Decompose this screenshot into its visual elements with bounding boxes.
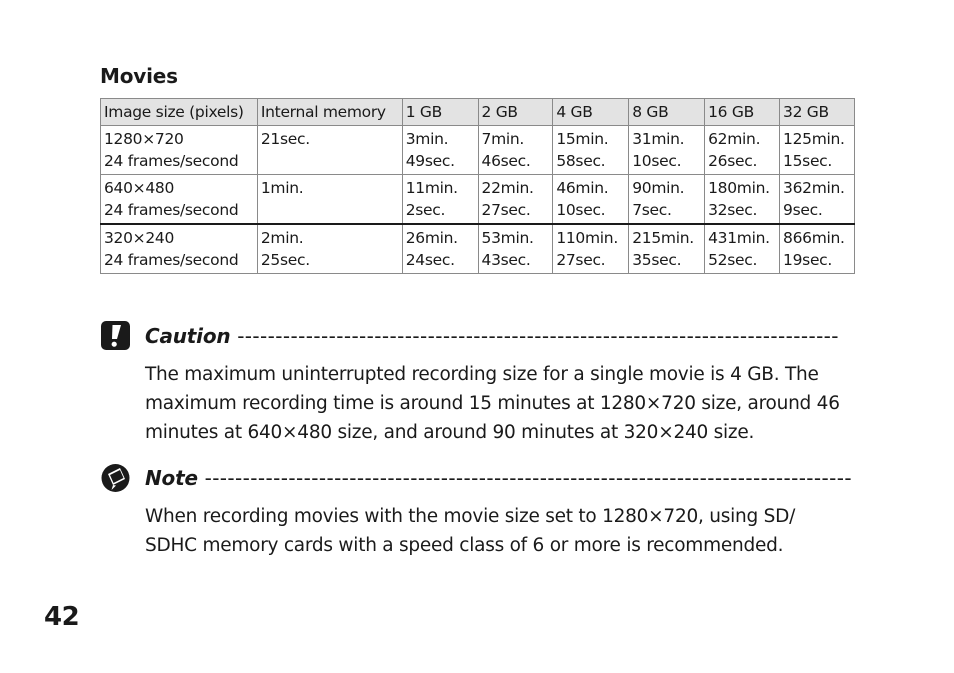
cell-line: 52sec. [708,251,758,269]
cell-line: 90min. [632,179,685,197]
table-cell [629,175,705,225]
note-heading-text: Note [145,466,198,490]
cell-line: 62min. [708,130,761,148]
column-header-32gb: 32 GB [780,99,855,126]
cell-size: 1280×720 [104,130,184,148]
movie-recording-time-table [100,98,855,274]
table-row [101,126,855,175]
table-cell [705,224,780,274]
note-line: When recording movies with the movie size set to 1280×720, using SD/ [145,506,796,527]
cell-line: 15sec. [783,152,833,170]
cell-line: 15min. [556,130,609,148]
cell-line: 32sec. [708,201,758,219]
note-line: SDHC memory cards with a speed class of 6 or more is recommended. [145,535,784,556]
cell-line: 10sec. [556,201,606,219]
table-row [101,175,855,225]
cell-line: 26min. [405,229,458,247]
cell-line: 7min. [481,130,525,148]
cell-line: 431min. [708,229,770,247]
note-heading [145,466,855,490]
cell-line: 1min. [260,179,304,197]
column-header-4gb: 4 GB [553,99,629,126]
table-cell [478,175,553,225]
section-title-movies: Movies [100,64,178,88]
table-header-row [101,99,855,126]
cell-frame-rate: 24 frames/second [104,251,239,269]
caution-heading-rule: ------------------------------------------------------------------------------- [237,324,839,348]
table-cell [705,175,780,225]
cell-line: 2min. [260,229,304,247]
table-cell [402,224,478,274]
caution-line: minutes at 640×480 size, and around 90 minutes at 320×240 size. [145,422,755,443]
caution-block [100,320,860,450]
cell-size: 320×240 [104,229,175,247]
note-block [100,462,860,572]
column-header-8gb: 8 GB [629,99,705,126]
cell-line: 53min. [481,229,534,247]
table-cell [478,126,553,175]
page-number: 42 [44,602,80,632]
cell-line: 10sec. [632,152,682,170]
cell-line: 27sec. [556,251,606,269]
cell-line: 19sec. [783,251,833,269]
table-row [101,224,855,274]
cell-line: 110min. [556,229,618,247]
table-cell-image-size [101,224,258,274]
cell-line: 3min. [405,130,449,148]
cell-line: 25sec. [260,251,310,269]
column-header-image-size: Image size (pixels) [101,99,258,126]
cell-line: 58sec. [556,152,606,170]
cell-frame-rate: 24 frames/second [104,201,239,219]
table-cell [257,224,402,274]
cell-line: 362min. [783,179,845,197]
table-cell [780,126,855,175]
table-cell [780,175,855,225]
column-header-internal-memory: Internal memory [257,99,402,126]
cell-line: 49sec. [405,152,455,170]
caution-heading-text: Caution [145,324,231,348]
cell-line: 26sec. [708,152,758,170]
cell-line: 46sec. [481,152,531,170]
table-cell [402,175,478,225]
table-cell-image-size [101,126,258,175]
table-cell [553,175,629,225]
cell-frame-rate: 24 frames/second [104,152,239,170]
caution-line: maximum recording time is around 15 minutes at 1280×720 size, around 46 [145,393,840,414]
note-icon [100,462,131,493]
table-cell [553,224,629,274]
cell-line: 9sec. [783,201,823,219]
caution-text [145,360,860,447]
table-cell-image-size [101,175,258,225]
note-text [145,502,860,560]
table-cell [257,126,402,175]
caution-line: The maximum uninterrupted recording size for a single movie is 4 GB. The [145,364,819,385]
cell-line: 22min. [481,179,534,197]
cell-line: 43sec. [481,251,531,269]
cell-line: 31min. [632,130,685,148]
column-header-1gb: 1 GB [402,99,478,126]
cell-line: 215min. [632,229,694,247]
cell-line: 180min. [708,179,770,197]
caution-icon [100,320,131,351]
table-cell [478,224,553,274]
table-cell [780,224,855,274]
caution-heading [145,324,855,348]
table-cell [553,126,629,175]
table-cell [629,126,705,175]
cell-line: 11min. [405,179,458,197]
column-header-2gb: 2 GB [478,99,553,126]
cell-line: 24sec. [405,251,455,269]
cell-line: 125min. [783,130,845,148]
cell-line: 46min. [556,179,609,197]
column-header-16gb: 16 GB [705,99,780,126]
cell-size: 640×480 [104,179,175,197]
table-cell [705,126,780,175]
cell-line: 2sec. [405,201,446,219]
cell-line: 21sec. [260,130,310,148]
cell-line: 7sec. [632,201,672,219]
cell-line: 35sec. [632,251,682,269]
table-cell [629,224,705,274]
cell-line: 27sec. [481,201,531,219]
table-cell [402,126,478,175]
table-cell [257,175,402,225]
note-heading-rule: ------------------------------------------------------------------------------------- [204,466,853,490]
cell-line: 866min. [783,229,845,247]
